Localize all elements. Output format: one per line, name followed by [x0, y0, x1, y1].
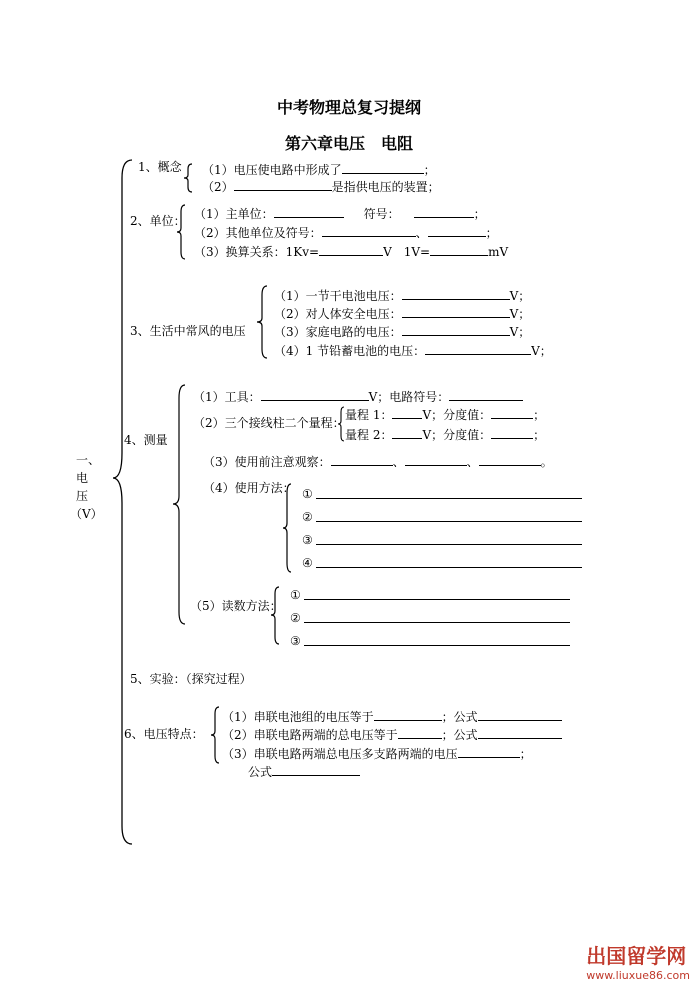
s3-item-1: （1）一节干电池电压： V； [274, 289, 531, 303]
s4-range-1: 量程 1： V；分度值： ； [345, 408, 546, 422]
brace-4 [172, 384, 186, 626]
s1-label: 1、概念 [138, 160, 182, 174]
s3-item-2: （2）对人体安全电压： V； [274, 307, 531, 321]
brace-read [270, 586, 280, 646]
s4-line4: （4）使用方法： [203, 481, 295, 495]
brace-2 [176, 204, 186, 260]
s4-use-3-line [316, 544, 582, 545]
main-brace [110, 158, 135, 848]
side-label-3: 压 [76, 489, 89, 503]
page-title: 中考物理总复习提纲 [276, 98, 421, 117]
s6-line2: （2）串联电路两端的总电压等于 ；公式 [222, 727, 562, 742]
s4-read-1: ① [290, 588, 301, 602]
s4-use-2: ② [302, 510, 313, 524]
watermark-logo [586, 940, 690, 982]
chapter-title: 第六章电压 电阻 [284, 134, 413, 153]
s4-use-4: ④ [302, 556, 313, 570]
s4-use-3: ③ [302, 533, 313, 547]
s1-line1: （1）电压使电路中形成了 ； [202, 163, 436, 177]
side-label-4: （V） [70, 507, 103, 521]
s4-use-1-line [316, 498, 582, 499]
watermark-url: www.liuxue86.com [586, 969, 690, 982]
s2-line1: （1）主单位： 符号： ； [194, 207, 486, 221]
s5-label: 5、实验：（探究过程） [130, 672, 252, 686]
s4-range-2: 量程 2： V；分度值： ； [345, 428, 546, 442]
s2-line2: （2）其他单位及符号： 、 ； [194, 226, 498, 240]
s4-line1: （1）工具： V；电路符号： [193, 389, 523, 404]
s4-read-3-line [304, 645, 570, 646]
brace-6 [210, 706, 220, 764]
s6-line3: （3）串联电路两端总电压多支路两端的电压 ； [222, 747, 532, 761]
s2-label: 2、单位： [130, 214, 186, 228]
s4-line3: （3）使用前注意观察： 、 、 。 [203, 455, 553, 469]
s4-read-2-line [304, 622, 570, 623]
s2-line3: （3）换算关系：1Kv= V 1V= mV [194, 245, 509, 259]
s1-line2: （2） 是指供电压的装置； [202, 180, 440, 194]
s4-label: 4、测量 [124, 433, 168, 447]
s6-line1: （1）串联电池组的电压等于 ；公式 [222, 709, 562, 724]
s4-read-1-line [304, 599, 570, 600]
side-label-1: 一、 [76, 453, 101, 467]
s4-use-1: ① [302, 487, 313, 501]
s6-label: 6、电压特点： [124, 727, 204, 741]
s6-line4: 公式 [248, 764, 360, 779]
watermark-text: 出国留学网 [586, 944, 687, 968]
s4-read-2: ② [290, 611, 301, 625]
s4-line2: （2）三个接线柱二个量程： [193, 416, 345, 430]
brace-1 [183, 163, 193, 193]
s4-use-2-line [316, 521, 582, 522]
s3-item-4: （4）1 节铅蓄电池的电压： V； [274, 344, 552, 358]
s4-read-3: ③ [290, 634, 301, 648]
s4-line5: （5）读数方法： [190, 599, 282, 613]
s4-use-4-line [316, 567, 582, 568]
s3-label: 3、生活中常风的电压 [130, 324, 246, 338]
brace-use [282, 483, 292, 573]
side-label-2: 电 [76, 471, 89, 485]
s3-item-3: （3）家庭电路的电压： V； [274, 325, 531, 339]
brace-3 [256, 285, 268, 360]
